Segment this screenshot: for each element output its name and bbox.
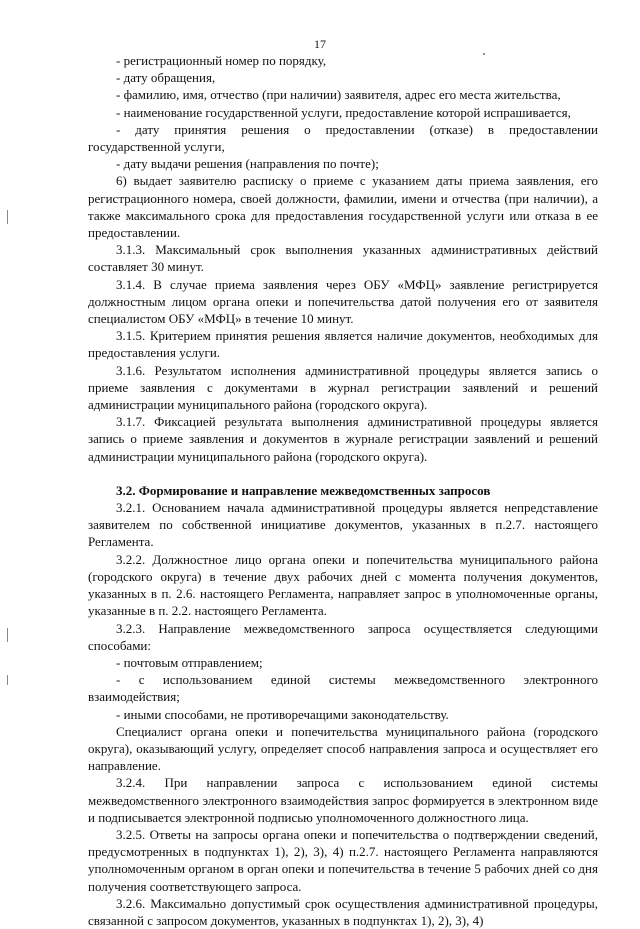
paragraph: Специалист органа опеки и попечительства муниципального района (городского округа), оказывающий услугу, определяет способ направления запроса и осуществляет его направление. [88, 723, 598, 774]
paragraph: 3.1.3. Максимальный срок выполнения указанных административных действий составляет 30 минут. [88, 242, 598, 275]
paragraph: 3.2.6. Максимально допустимый срок осуществления административной процедуры, связанной с запросом документов, указанных в подпунктах 1), 2), 3), 4) [88, 895, 598, 928]
paragraph: - фамилию, имя, отчество (при наличии) заявителя, адрес его места жительства, [116, 87, 561, 103]
paragraph: 3.2.2. Должностное лицо органа опеки и попечительства муниципального района (городского округа) в течение двух рабочих дней с момента получения документов, указанных в п. 2.6. настоящего Регламента, направляет запрос в уполномоченные органы, указанные в п. 2.2. настоящего Регламента. [88, 551, 598, 619]
scan-margin-mark [7, 210, 8, 224]
paragraph: 3.1.5. Критерием принятия решения является наличие документов, необходимых для предоставления услуги. [88, 328, 598, 361]
paragraph: 6) выдает заявителю расписку о приеме с указанием даты приема заявления, его регистрационного номера, своей должности, фамилии, имени и отчества (при наличии), а также максимального срока для предоставления государственной услуги или отказа в ее предоставлении. [88, 173, 598, 241]
document-body [88, 52, 598, 929]
paragraph: 3.1.6. Результатом исполнения административной процедуры является запись о приеме заявления с документами в журнал регистрации заявлений и решений администрации муниципального района (городского округа). [88, 362, 598, 413]
section-heading: 3.2. Формирование и направление межведомственных запросов [116, 482, 491, 498]
paragraph: - дату принятия решения о предоставлении (отказе) в предоставлении государственной услуги, [88, 121, 598, 155]
paragraph: - иными способами, не противоречащими законодательству. [116, 706, 449, 722]
paragraph: 3.2.5. Ответы на запросы органа опеки и попечительства о подтверждении сведений, предусмотренных в подпунктах 1), 2), 3), 4) п.2.7. настоящего Регламента направляются уполномоченным органом в орган опеки и попечительства в течение 5 рабочих дней со дня получения соответствующего запроса. [88, 826, 598, 894]
paragraph: 3.1.7. Фиксацией результата выполнения административной процедуры является запись о приеме заявления и документов в журнале регистрации заявлений и решений администрации муниципального района (городского округа). [88, 414, 598, 464]
paragraph: - наименование государственной услуги, предоставление которой испрашивается, [116, 104, 571, 120]
paragraph: 3.2.4. При направлении запроса с использованием единой системы межведомственного электронного взаимодействия запрос формируется в электронном виде и подписывается электронной подписью уполномоченного должностного лица. [88, 775, 598, 825]
paragraph: - дату обращения, [116, 70, 216, 86]
page-number: 17 [314, 37, 326, 51]
paragraph: 3.2.1. Основанием начала административной процедуры является непредставление заявителем по собственной инициативе документов, указанных в п.2.7. настоящего Регламента. [88, 500, 598, 550]
paragraph: - дату выдачи решения (направления по почте); [116, 156, 379, 172]
paragraph: - почтовым отправлением; [116, 654, 263, 670]
paragraph: 3.2.3. Направление межведомственного запроса осуществляется следующими способами: [88, 620, 598, 653]
scan-margin-mark [7, 675, 8, 685]
paragraph: 3.1.4. В случае приема заявления через ОБУ «МФЦ» заявление регистрируется должностным лицом органа опеки и попечительства датой получения его от заявителя специалистом ОБУ «МФЦ» в течение 10 минут. [88, 276, 598, 327]
scan-margin-mark [7, 628, 8, 642]
paragraph: - с использованием единой системы межведомственного электронного взаимодействия; [88, 672, 598, 705]
paragraph: - регистрационный номер по порядку, [116, 53, 327, 68]
